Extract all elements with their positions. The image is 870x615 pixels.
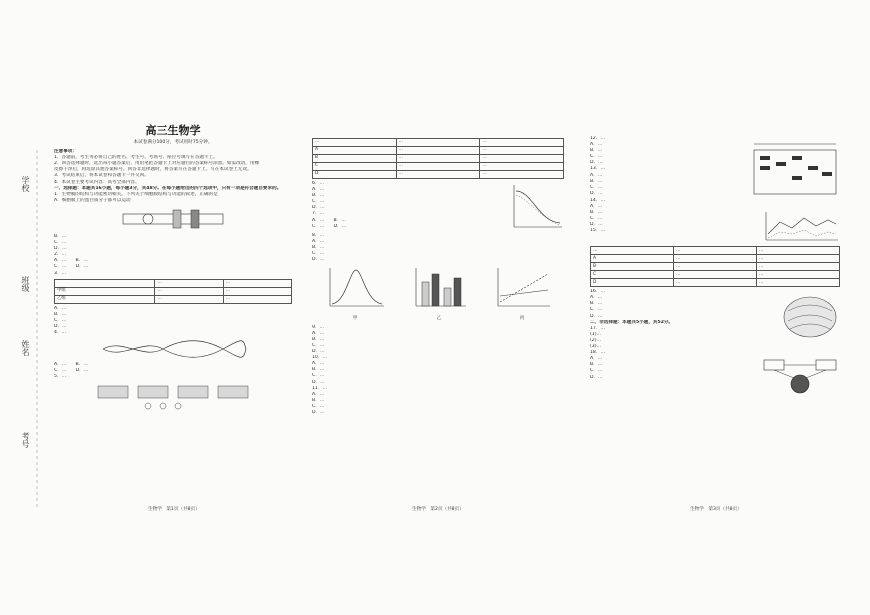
- question-line: D．…: [312, 205, 325, 211]
- table-cell: …: [396, 147, 480, 155]
- question-line: (3)…: [590, 344, 602, 350]
- question-line: A．…: [312, 187, 325, 193]
- question-line: D．…: [54, 246, 67, 252]
- bar-figure: [410, 266, 468, 312]
- experiment-table: [54, 279, 292, 304]
- techniques-table: [590, 246, 840, 287]
- figure-label: 甲: [352, 315, 358, 321]
- question-line: D．…: [590, 374, 603, 380]
- notice-line: 4．本试卷主要考试内容：高考全部内容。: [54, 179, 140, 185]
- question-line: C．…: [54, 240, 67, 246]
- question-line: 18．…: [590, 350, 606, 356]
- question-line: B．…: [590, 362, 603, 368]
- notice-line: 1．答题前，考生务必将自己的姓名、考生号、考场号、座位号填写在答题卡上。: [54, 155, 218, 161]
- table-cell: [55, 279, 155, 287]
- table-cell: C: [313, 163, 397, 171]
- question-line: A．…: [590, 204, 603, 210]
- question-line: A．… B．…: [54, 258, 88, 264]
- question-line: C．…: [590, 184, 603, 190]
- table-cell: …: [757, 263, 840, 271]
- question-line: 2．…: [54, 252, 67, 258]
- question-line: (1)…: [590, 331, 602, 337]
- page-2: [312, 136, 564, 515]
- table-row: [313, 139, 564, 147]
- question-line: C．…: [312, 342, 325, 348]
- question-line: B．…: [312, 397, 325, 403]
- question-line: C．…: [590, 307, 603, 313]
- dna-figure: [98, 338, 248, 360]
- table-cell: D: [591, 279, 674, 287]
- table-row: [55, 279, 292, 287]
- question-line: A．细胞膜上的蛋白质分子都可以运动: [54, 197, 131, 203]
- question-line: 10．…: [312, 355, 328, 361]
- notice-line: 2．回答选择题时，选出每小题答案后，用铅笔把答题卡上对应题目的答案标号涂黑。如需改动，用橡: [54, 161, 260, 167]
- table-cell: …: [674, 263, 757, 271]
- figure-label: 乙: [436, 315, 442, 321]
- table-row: [55, 287, 292, 295]
- question-line: 16．…: [590, 289, 606, 295]
- table-cell: …: [674, 271, 757, 279]
- table-row: [55, 295, 292, 303]
- question-line: C．…: [312, 403, 325, 409]
- question-line: D．…: [312, 409, 325, 415]
- table-cell: B: [313, 155, 397, 163]
- question-line: 13．…: [590, 166, 606, 172]
- question-line: 9．…: [312, 324, 325, 330]
- figure-panel-a: [324, 266, 386, 321]
- table-cell: B: [591, 263, 674, 271]
- table-cell: …: [223, 295, 291, 303]
- table-cell: …: [757, 279, 840, 287]
- question-line: 6．…: [312, 181, 325, 186]
- question-line: C．…: [590, 154, 603, 160]
- question-line: A．…: [312, 391, 325, 397]
- question-line: B．…: [54, 233, 67, 239]
- question-line: 1．生物膜的结构与功能密切相关。下列关于细胞膜结构与功能的叙述，正确的是: [54, 191, 218, 197]
- table-cell: …: [480, 155, 564, 163]
- table-header-cell: …: [480, 139, 564, 147]
- question-line: D．…: [590, 190, 603, 196]
- table-cell: …: [155, 287, 223, 295]
- question-line: B．…: [590, 301, 603, 307]
- page-1: [54, 120, 292, 515]
- table-cell: A: [591, 255, 674, 263]
- question-line: C．…: [590, 368, 603, 374]
- notice-heading: 注意事项：: [54, 149, 77, 155]
- question-line: B．…: [312, 336, 325, 342]
- table-row: [591, 263, 840, 271]
- table-cell: …: [480, 147, 564, 155]
- question-line: B．…: [312, 193, 325, 199]
- table-cell: …: [674, 279, 757, 287]
- page-footer: 生物学 第1页（共8页）: [148, 507, 200, 512]
- figure-label: 丙: [519, 315, 525, 321]
- table-header-cell: …: [591, 247, 674, 255]
- binding-line: [36, 150, 38, 510]
- section-heading: 一、选择题：本题共16小题，每小题3分，共48分。在每小题给出的四个选项中，只有一项是符合题目要求的。: [54, 185, 282, 191]
- table-cell: …: [155, 279, 223, 287]
- question-line: 4．…: [54, 329, 67, 335]
- table-cell: …: [155, 295, 223, 303]
- options-table: [312, 138, 564, 179]
- question-line: A．…: [312, 330, 325, 336]
- tissue-figure: [780, 289, 840, 341]
- table-header-cell: …: [313, 139, 397, 147]
- table-cell: 甲组: [55, 287, 155, 295]
- membrane-figure: [113, 206, 233, 232]
- line-chart-figure: [760, 210, 840, 244]
- question-line: A．…: [590, 356, 603, 362]
- page-3: [590, 136, 840, 515]
- table-row: [591, 271, 840, 279]
- table-header-cell: …: [674, 247, 757, 255]
- question-line: B．…: [590, 148, 603, 154]
- question-line: B．…: [312, 367, 325, 373]
- table-header-cell: …: [396, 139, 480, 147]
- question-line: C．… D．…: [54, 368, 89, 374]
- page-footer: 生物学 第3页（共8页）: [690, 507, 742, 512]
- question-line: 7．…: [312, 211, 325, 217]
- question-line: B．…: [312, 245, 325, 251]
- question-line: 11．…: [312, 385, 328, 391]
- table-cell: …: [480, 163, 564, 171]
- margin-label-id: 考号: [21, 432, 30, 448]
- table-row: [313, 147, 564, 155]
- question-line: 3．…: [54, 270, 67, 276]
- exam-title: 高三生物学: [145, 124, 201, 137]
- margin-label-school: 学校: [21, 176, 30, 192]
- question-line: B．…: [54, 311, 67, 317]
- question-line: A．…: [590, 295, 603, 301]
- cell-division-figure: [88, 382, 258, 412]
- margin-label-class: 班级: [21, 276, 30, 292]
- question-line: 5．…: [54, 374, 67, 380]
- question-line: D．…: [312, 379, 325, 385]
- question-line: C．…: [312, 199, 325, 205]
- question-line: 15．…: [590, 228, 606, 234]
- table-cell: …: [480, 171, 564, 179]
- electrophoresis-figure: [750, 136, 840, 198]
- table-cell: A: [313, 147, 397, 155]
- section-heading: 二、非选择题：本题共5小题，共52分。: [590, 319, 674, 325]
- question-line: A．…: [54, 305, 67, 311]
- question-line: C．…: [312, 251, 325, 257]
- question-line: B．…: [590, 210, 603, 216]
- question-line: C．… D．…: [54, 264, 89, 270]
- question-line: C．…: [54, 317, 67, 323]
- notice-line: 3．考试结束后，将本试卷和答题卡一并交回。: [54, 173, 149, 179]
- peak-curve-figure: [324, 266, 386, 312]
- question-line: 12．…: [590, 136, 606, 141]
- table-cell: 乙组: [55, 295, 155, 303]
- figure-panel-b: [410, 266, 468, 321]
- question-line: (2)…: [590, 337, 602, 343]
- table-row: [313, 163, 564, 171]
- table-row: [591, 279, 840, 287]
- question-line: D．…: [312, 257, 325, 263]
- question-line: D．…: [312, 349, 325, 355]
- question-line: D．…: [54, 323, 67, 329]
- question-line: 8．…: [312, 233, 325, 238]
- exam-subtitle: 本试卷满分100分，考试用时75分钟。: [133, 140, 213, 145]
- table-cell: D: [313, 171, 397, 179]
- table-cell: …: [396, 171, 480, 179]
- margin-label-name: 姓名: [21, 340, 30, 356]
- pathway-figure: [760, 356, 840, 396]
- question-line: B．…: [590, 178, 603, 184]
- table-cell: …: [223, 279, 291, 287]
- trend-figure: [492, 266, 552, 312]
- question-line: D．…: [590, 222, 603, 228]
- question-line: C．… D．…: [312, 223, 347, 229]
- table-cell: …: [674, 255, 757, 263]
- table-cell: …: [223, 287, 291, 295]
- question-line: C．…: [312, 373, 325, 379]
- table-row: [313, 171, 564, 179]
- table-cell: …: [396, 155, 480, 163]
- table-cell: …: [757, 255, 840, 263]
- figure-panel-c: [492, 266, 552, 321]
- question-line: D．…: [590, 160, 603, 166]
- question-line: A．…: [312, 361, 325, 367]
- question-line: A．…: [590, 172, 603, 178]
- table-cell: …: [757, 271, 840, 279]
- page-footer: 生物学 第2页（共8页）: [412, 507, 464, 512]
- table-header-cell: …: [757, 247, 840, 255]
- question-line: C．…: [590, 216, 603, 222]
- question-line: A．…: [312, 239, 325, 245]
- question-line: D．…: [590, 313, 603, 319]
- table-cell: C: [591, 271, 674, 279]
- table-row: [591, 247, 840, 255]
- question-line: A．… B．…: [312, 217, 346, 223]
- question-line: 14．…: [590, 198, 606, 203]
- curve-figure: [508, 181, 564, 233]
- table-cell: …: [396, 163, 480, 171]
- question-line: 17．…: [590, 325, 606, 331]
- notice-line: 皮擦干净后，再选涂其他答案标号。回答非选择题时，将答案写在答题卡上。写在本试卷上无效。: [54, 167, 252, 173]
- table-row: [591, 255, 840, 263]
- question-line: A．…: [590, 142, 603, 148]
- question-line: A．… B．…: [54, 362, 88, 368]
- table-row: [313, 155, 564, 163]
